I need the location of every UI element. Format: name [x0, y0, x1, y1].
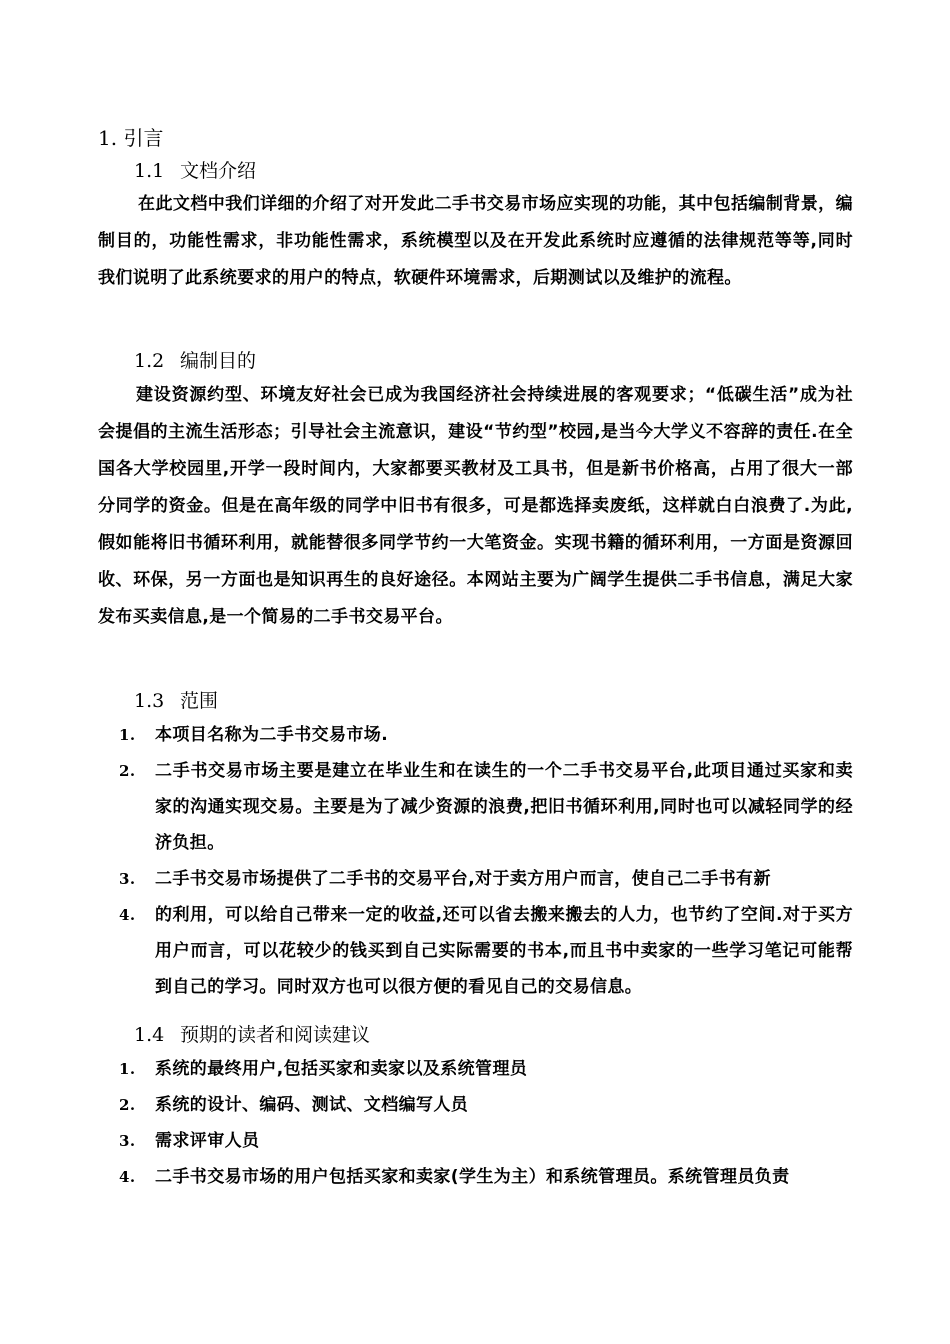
list-marker: 1.: [119, 726, 136, 744]
list-item-text: 二手书交易市场提供了二手书的交易平台,对于卖方用户而言，使自己二手书有新: [155, 869, 771, 889]
subsection-title: 预期的读者和阅读建议: [180, 1024, 371, 1046]
subsection-heading-1-4: [134, 1022, 370, 1048]
list-item-text: 需求评审人员: [155, 1131, 260, 1151]
list-item-text: 本项目名称为二手书交易市场.: [155, 725, 389, 745]
list-item: [98, 897, 853, 1005]
section-heading-introduction: 1. 引言: [98, 126, 164, 150]
list-item: [98, 753, 853, 861]
subsection-heading-1-3: [134, 688, 218, 714]
list-item: [98, 717, 853, 753]
list-item: [98, 1159, 853, 1195]
list-marker: 4.: [119, 906, 136, 924]
list-marker: 3.: [119, 1132, 136, 1150]
subsection-title: 文档介绍: [180, 160, 257, 182]
list-item-text: 系统的设计、编码、测试、文档编写人员: [155, 1095, 469, 1115]
paragraph-purpose: [98, 377, 853, 636]
list-item: [98, 1051, 853, 1087]
subsection-number: 1.1: [134, 160, 165, 182]
list-item: [98, 1123, 853, 1159]
list-item-text: 二手书交易市场的用户包括买家和卖家(学生为主）和系统管理员。系统管理员负责: [155, 1167, 790, 1187]
subsection-title: 范围: [180, 690, 219, 712]
paragraph-text: 在此文档中我们详细的介绍了对开发此二手书交易市场应实现的功能，其中包括编制背景，编制目的，功能性需求，非功能性需求，系统模型以及在开发此系统时应遵循的法律规范等等,同时我们说明了此系统要求的用户的特点，软硬件环境需求，后期测试以及维护的流程。: [98, 194, 853, 288]
list-item-text: 系统的最终用户,包括买家和卖家以及系统管理员: [155, 1059, 528, 1079]
readers-list: [98, 1051, 853, 1195]
list-item-text: 二手书交易市场主要是建立在毕业生和在读生的一个二手书交易平台,此项目通过买家和卖家的沟通实现交易。主要是为了减少资源的浪费,把旧书循环利用,同时也可以减轻同学的经济负担。: [155, 761, 853, 853]
paragraph-document-intro: [98, 186, 853, 297]
scope-list: [98, 717, 853, 1005]
list-item-text: 的利用，可以给自己带来一定的收益,还可以省去搬来搬去的人力，也节约了空间.对于买方用户而言，可以花较少的钱买到自己实际需要的书本,而且书中卖家的一些学习笔记可能帮到自己的学习。同时双方也可以很方便的看见自己的交易信息。: [155, 905, 853, 997]
subsection-number: 1.3: [134, 690, 165, 712]
subsection-number: 1.4: [134, 1024, 165, 1046]
list-marker: 4.: [119, 1168, 136, 1186]
subsection-heading-1-1: [134, 158, 256, 184]
list-marker: 2.: [119, 1096, 136, 1114]
list-marker: 1.: [119, 1060, 136, 1078]
list-item: [98, 861, 853, 897]
list-item: [98, 1087, 853, 1123]
subsection-heading-1-2: [134, 348, 256, 374]
list-marker: 3.: [119, 870, 136, 888]
subsection-title: 编制目的: [180, 350, 257, 372]
subsection-number: 1.2: [134, 350, 165, 372]
paragraph-text: 建设资源约型、环境友好社会已成为我国经济社会持续进展的客观要求；“低碳生活”成为社会提倡的主流生活形态；引导社会主流意识，建设“节约型”校园,是当今大学义不容辞的责任.在全国各大学校园里,开学一段时间内，大家都要买教材及工具书，但是新书价格高，占用了很大一部分同学的资金。但是在高年级的同学中旧书有很多，可是都选择卖废纸，这样就白白浪费了.为此,假如能将旧书循环利用，就能替很多同学节约一大笔资金。实现书籍的循环利用，一方面是资源回收、环保，另一方面也是知识再生的良好途径。本网站主要为广阔学生提供二手书信息，满足大家发布买卖信息,是一个简易的二手书交易平台。: [98, 385, 853, 627]
list-marker: 2.: [119, 762, 136, 780]
